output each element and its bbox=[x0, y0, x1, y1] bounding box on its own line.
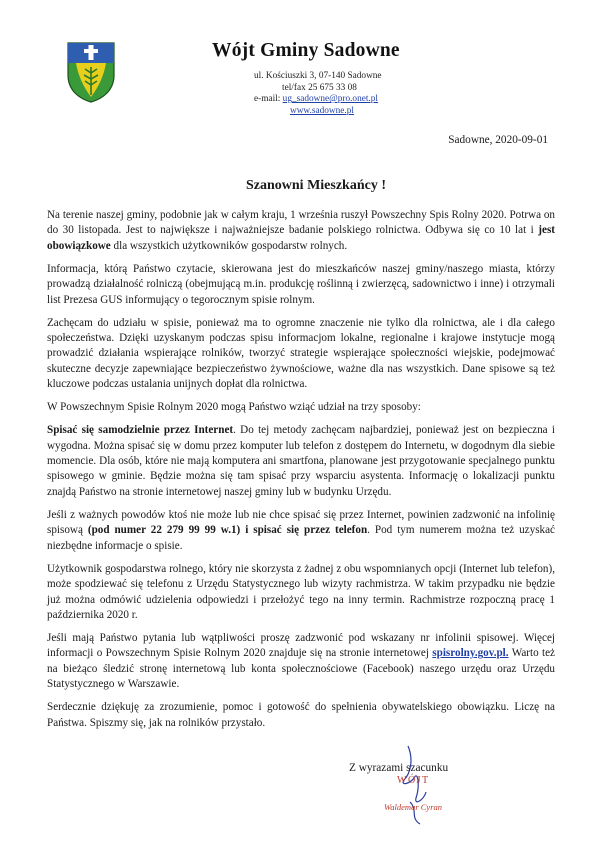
paragraph-7: Użytkownik gospodarstwa rolnego, który nie skorzysta z żadnej z obu wspomnianych opcji (Internet lub telefon), może spodziewać się telefonu z Urzędu Statystycznego lub wizyty rachmistrza. W takim przypadku nie będzie już można odmówić udzielenia odpowiedzi i przełożyć tego na inny termin. Rachmistrze rozpoczną pracę 1 października 2020 r. bbox=[47, 562, 555, 621]
contact-block bbox=[254, 71, 454, 117]
paragraph-1 bbox=[47, 208, 555, 254]
letter-date: Sadowne, 2020-09-01 bbox=[448, 134, 548, 146]
salutation-text: Szanowni Mieszkańcy ! bbox=[246, 178, 386, 193]
phone-line: tel/fax 25 675 33 08 bbox=[282, 82, 357, 93]
paragraph-6-bold: (pod numer 22 279 99 99 w.1) i spisać się przez telefon bbox=[87, 524, 368, 537]
website-link[interactable]: www.sadowne.pl bbox=[290, 105, 354, 116]
letter-body bbox=[47, 208, 555, 739]
stamp-name: Waldemar Cyran bbox=[384, 802, 443, 812]
email-line bbox=[254, 94, 454, 106]
spisrolny-link[interactable]: spisrolny.gov.pl. bbox=[432, 647, 509, 660]
paragraph-4: W Powszechnym Spisie Rolnym 2020 mogą Państwo wziąć udział na trzy sposoby: bbox=[47, 401, 421, 414]
paragraph-8 bbox=[47, 631, 555, 693]
closing-phrase: Z wyrazami szacunku bbox=[349, 762, 449, 774]
stamp-title: WÓJT bbox=[397, 775, 430, 786]
paragraph-6-text-end: . Pod tym numerem można też uzyskać niezbędne informacje o spisie. bbox=[47, 524, 555, 552]
email-link[interactable]: ug_sadowne@pro.onet.pl bbox=[282, 94, 378, 105]
email-label: e-mail: bbox=[254, 94, 281, 105]
paragraph-6-text: Jeśli z ważnych powodów ktoś nie może lub nie chce spisać się przez Internet, powinien zadzwonić na infolinię spisową bbox=[47, 508, 555, 537]
paragraph-5-bold: Spisać się samodzielnie przez Internet bbox=[47, 424, 234, 437]
website-line bbox=[254, 106, 454, 118]
organization-name: Wójt Gminy Sadowne bbox=[212, 40, 400, 61]
paragraph-8-text-end: Warto też na bieżąco śledzić stronę internetową lub konta społecznościowe (Facebook) naszego urzędu oraz Urzędu Statystycznego w Warszawie. bbox=[47, 647, 556, 691]
paragraph-1-bold: jest obowiązkowe bbox=[47, 224, 555, 252]
paragraph-1-text: Na terenie naszej gminy, podobnie jak w całym kraju, 1 września ruszył Powszechny Spis Rolny 2020. Potrwa on do 30 listopada. Jest to największe i najważniejsze badanie polskiego rolnictwa. Odbywa się co 10 lat i bbox=[47, 209, 555, 237]
paragraph-9: Serdecznie dziękuję za zrozumienie, pomoc i gotowość do spełnienia obywatelskiego obowiązku. Liczę na Państwa. Spiszmy się, jak na rolników przystało. bbox=[47, 701, 555, 729]
paragraph-1-text-end: dla wszystkich użytkowników gospodarstw rolnych. bbox=[110, 239, 348, 252]
paragraph-5-text: . Do tej metody zachęcam najbardziej, ponieważ jest on bezpieczna i wygodna. Można spisać się w domu przez komputer lub telefon z dostępem do Internetu, w dogodnym dla siebie momencie. Dla osób, które nie mają komputera ani smartfona, planowane jest przygotowanie specjalnego punktu spisowego w gminie. Będzie można się tam spisać przy wsparciu asystenta. Informację o lokalizacji punktu znajdą Państwo na stronie internetowej naszej gminy lub w budynku Urzędu. bbox=[47, 424, 556, 498]
paragraph-5 bbox=[47, 423, 555, 500]
address-line: ul. Kościuszki 3, 07-140 Sadowne bbox=[254, 71, 382, 81]
paragraph-2: Informacja, którą Państwo czytacie, skierowana jest do mieszkańców naszej gminy/naszego miasta, którzy prowadzą działalność rolniczą (obejmującą m.in. produkcję roślinną i zwierzęcą, sadownictwo i inne) i otrzymali list Prezesa GUS informujący o tegorocznym spisie rolnym. bbox=[47, 262, 555, 306]
paragraph-6 bbox=[47, 508, 555, 554]
paragraph-3: Zachęcam do udziału w spisie, ponieważ ma to ogromne znaczenie nie tylko dla rolnictwa, ale i dla całego społeczeństwa. Dzięki uzyskanym podczas spisu informacjom lokalne, regionalne i krajowe instytucje mogą prowadzić działania wspierające rolników, tworzyć strategie wspierające społeczności wiejskie, podejmować skuteczne decyzje zapewniające bezpieczeństwo żywnościowe, ważne dla nas wszystkich. Dane spisowe są też kluczowe podczas ustalania unijnych dopłat dla rolnictwa. bbox=[47, 316, 555, 391]
coat-of-arms-icon bbox=[66, 41, 116, 103]
paragraph-8-text: Jeśli mają Państwo pytania lub wątpliwości proszę zadzwonić pod wskazany nr infolinii spisowej. Więcej informacji o Powszechnym Spisie Rolnym 2020 znajduje się na stronie internetowej bbox=[47, 631, 555, 660]
